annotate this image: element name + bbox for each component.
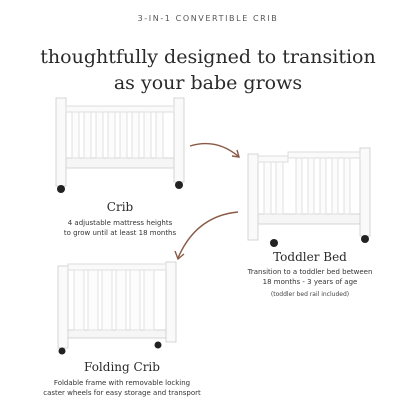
toddler-bed-label: Toddler Bed bbox=[273, 250, 347, 264]
folding-crib-desc-line-1: Foldable frame with removable locking bbox=[53, 379, 191, 387]
wheel-icon bbox=[155, 342, 162, 349]
toddler-bed-desc-line-2: 18 months - 3 years of age bbox=[262, 278, 358, 286]
crib-label: Crib bbox=[106, 200, 134, 214]
crib-description bbox=[20, 218, 220, 238]
toddler-bed-note: (toddler bed rail included) bbox=[270, 291, 350, 298]
arrow-to-toddler-bed bbox=[188, 140, 248, 170]
wheel-icon bbox=[59, 348, 66, 355]
crib-desc-line-2: to grow until at least 18 months bbox=[63, 229, 177, 237]
eyebrow-title: 3-IN-1 CONVERTIBLE CRIB bbox=[137, 14, 279, 23]
toddler-bed-desc-line-1: Transition to a toddler bed between bbox=[247, 268, 373, 276]
wheel-icon bbox=[270, 239, 278, 247]
toddler-bed-illustration bbox=[244, 148, 376, 248]
crib-illustration bbox=[50, 98, 190, 194]
folding-crib-desc-line-2: caster wheels for easy storage and transport bbox=[43, 389, 201, 397]
wheel-icon bbox=[57, 185, 65, 193]
folding-crib-illustration bbox=[54, 262, 180, 354]
toddler-bed-description bbox=[216, 267, 404, 287]
wheel-icon bbox=[175, 181, 183, 189]
folding-crib-label: Folding Crib bbox=[84, 360, 160, 374]
headline-line-1: thoughtfully designed to transition bbox=[40, 46, 376, 68]
headline-line-2: as your babe grows bbox=[113, 72, 303, 94]
folding-crib-description bbox=[16, 378, 228, 398]
wheel-icon bbox=[361, 235, 369, 243]
crib-desc-line-1: 4 adjustable mattress heights bbox=[67, 219, 173, 227]
headline bbox=[0, 44, 416, 96]
